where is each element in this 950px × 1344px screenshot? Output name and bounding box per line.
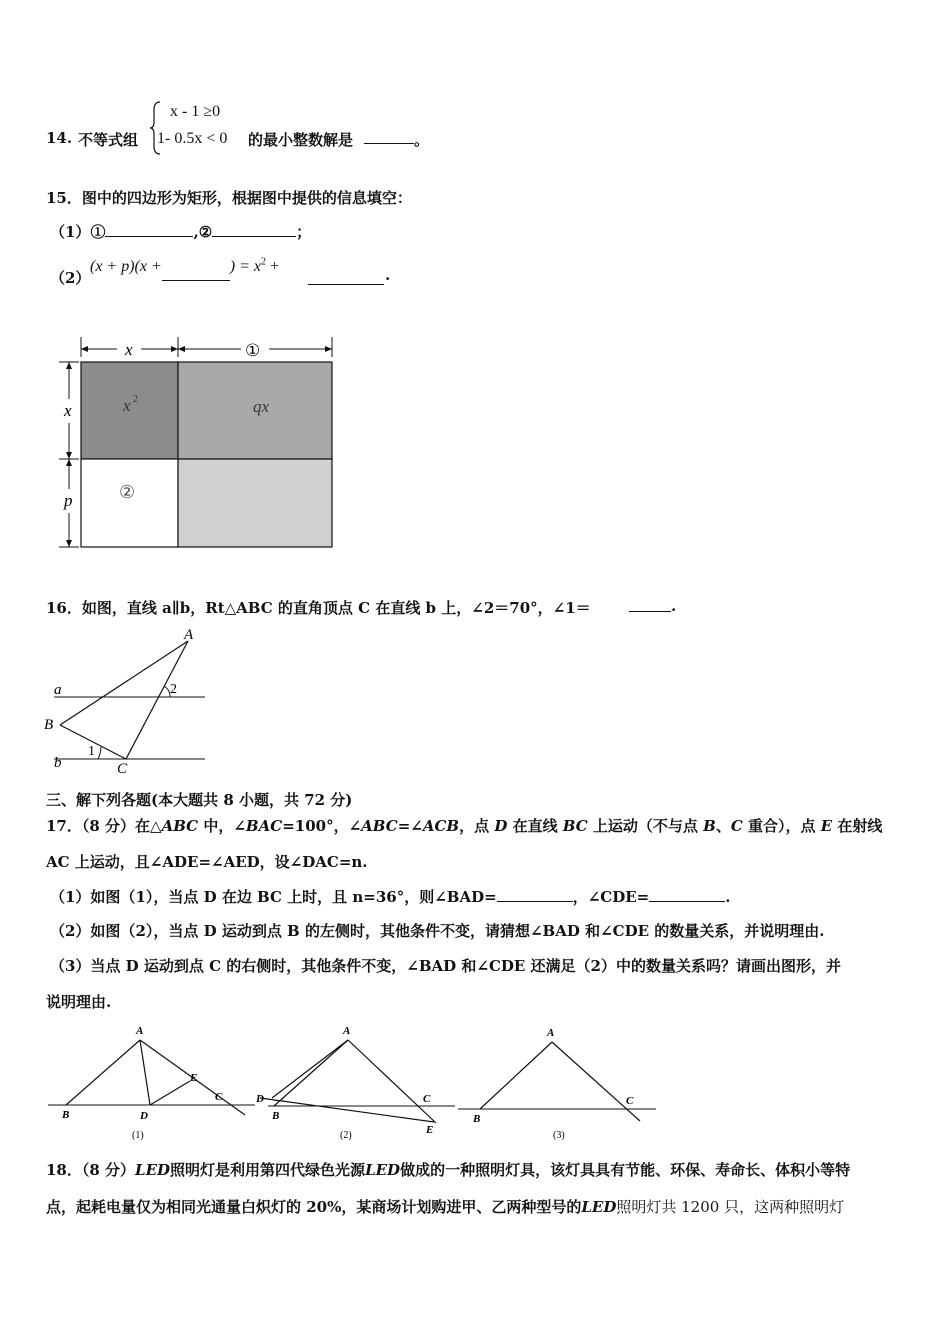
q17-p1b: ，∠CDE= xyxy=(572,888,650,906)
q17-l1f: ABC xyxy=(361,817,398,835)
fig17-1-D: D xyxy=(140,1110,148,1122)
fig15-top-circle1: ① xyxy=(245,341,261,360)
fig17-1-A: A xyxy=(136,1025,144,1037)
q18-line1 xyxy=(46,1159,850,1180)
q17-part3b: 说明理由. xyxy=(46,993,112,1011)
fig17-3-caption: (3) xyxy=(553,1130,565,1141)
section-3-heading: 三、解下列各题(本大题共 8 小题，共 72 分) xyxy=(46,791,353,809)
fig16-label-B: B xyxy=(44,717,54,733)
q15-blank-2 xyxy=(212,222,296,237)
q17-l1b: ABC xyxy=(161,817,199,835)
q18-l1d: LED xyxy=(365,1161,401,1179)
fig17-2-caption: (2) xyxy=(340,1130,352,1141)
fig17-2-D: D xyxy=(256,1093,264,1105)
fig16-label-2: 2 xyxy=(170,682,177,697)
q18-l2c: 照明灯共 1200 只，这两种照明灯 xyxy=(616,1198,845,1216)
q16-answer-blank xyxy=(629,597,671,612)
fig15-cell-bottom-right xyxy=(178,459,332,547)
q18-l2b: LED xyxy=(581,1198,617,1216)
q18-l1b: LED xyxy=(135,1161,171,1179)
q15-part2-mid: ) = x xyxy=(229,258,262,275)
q17-l1m: 上运动（不与点 xyxy=(587,817,704,835)
fig15-left-x: x xyxy=(64,401,72,420)
q14-end: 。 xyxy=(414,131,430,149)
fig17-2-A: A xyxy=(343,1025,351,1037)
q17-p1a: （1）如图（1），当点 D 在边 BC 上时，且 n=36°，则∠BAD= xyxy=(50,888,497,906)
q14-line2: 1- 0.5x < 0 xyxy=(157,130,228,147)
fig17-2-C: C xyxy=(423,1093,431,1105)
q15-part2-label: （2） xyxy=(50,269,91,287)
q15-part2-expr xyxy=(90,256,279,281)
q17-l1d: BAC xyxy=(245,817,283,835)
q16-end: . xyxy=(671,597,677,615)
fig15-label-x2: x xyxy=(123,396,131,415)
q17-l1a: 17．（8 分）在△ xyxy=(46,817,162,835)
q15-part2-left: (x + p)(x + xyxy=(90,258,162,275)
q16-figure xyxy=(40,625,210,775)
q14-line1: x - 1 ≥0 xyxy=(170,103,221,120)
q15-blank-4 xyxy=(308,270,384,285)
q17-l1c: 中，∠ xyxy=(198,817,246,835)
q18-l1e: 做成的一种照明灯具，该灯具具有节能、环保、寿命长、体积小等特 xyxy=(400,1161,851,1179)
q14-suffix: 的最小整数解是 xyxy=(248,131,354,149)
q17-p1c: . xyxy=(725,888,731,906)
q17-part2: （2）如图（2），当点 D 运动到点 B 的左侧时，其他条件不变，请猜想∠BAD 和∠CDE 的数量关系，并说明理由. xyxy=(50,922,825,940)
fig15-left-p: p xyxy=(64,491,73,510)
fig17-1-C: C xyxy=(215,1091,223,1103)
q15-part1-sep: , xyxy=(193,223,199,241)
q17-l1g: =∠ xyxy=(397,817,423,835)
q18-l1c: 照明灯是利用第四代绿色光源 xyxy=(170,1161,366,1179)
fig16-label-b: b xyxy=(54,755,62,771)
q18-l2a: 点，起耗电量仅为相同光通量白炽灯的 20%，某商场计划购进甲、乙两种型号的 xyxy=(46,1198,582,1216)
fig17-1-B: B xyxy=(62,1109,70,1121)
q15-part1 xyxy=(50,221,311,242)
q15-part2-end: . xyxy=(385,266,391,284)
q15-part1-label: （1） xyxy=(50,223,91,241)
q17-line1 xyxy=(46,815,882,836)
fig16-label-C: C xyxy=(117,761,128,775)
q16-text: 16．如图，直线 a∥b，Rt△ABC 的直角顶点 C 在直线 b 上，∠2＝70°，∠1＝ xyxy=(46,599,591,617)
fig15-cell-2 xyxy=(81,459,178,547)
q17-l1l: BC xyxy=(562,817,588,835)
fig17-3-A: A xyxy=(547,1027,555,1039)
q17-figures xyxy=(40,1020,670,1145)
q17-part3a: （3）当点 D 运动到点 C 的右侧时，其他条件不变，∠BAD 和∠CDE 还满足（2）中的数量关系吗？请画出图形，并 xyxy=(50,957,841,975)
q17-l1j: D xyxy=(494,817,508,835)
fig17-1-E: E xyxy=(190,1072,198,1084)
q17-l1h: ACB xyxy=(422,817,460,835)
q17-l1e: =100°，∠ xyxy=(282,817,362,835)
q17-l1q: 重合），点 xyxy=(742,817,821,835)
q15-part2-plus: + xyxy=(266,258,280,275)
q14-prefix: 不等式组 xyxy=(78,131,139,149)
q15-rectangle-figure xyxy=(55,335,345,555)
q14-number: 14. xyxy=(46,129,73,147)
fig17-2-B: B xyxy=(272,1110,280,1122)
fig17-3-B: B xyxy=(473,1113,481,1125)
q18-l1a: 18．（8 分） xyxy=(46,1161,136,1179)
q15-part2-sup: 2 xyxy=(261,256,267,268)
q15-part1-circle1: ① xyxy=(90,223,106,241)
fig16-label-a: a xyxy=(54,682,62,698)
fig16-label-A: A xyxy=(184,627,194,643)
fig17-1-caption: (1) xyxy=(132,1130,144,1141)
fig15-label-qx: qx xyxy=(253,397,270,416)
q17-l1k: 在直线 xyxy=(507,817,563,835)
q15-part1-end: ； xyxy=(296,223,312,241)
fig15-label-x2-sup: 2 xyxy=(133,394,138,405)
q14-answer-blank xyxy=(364,129,414,144)
fig17-2-E: E xyxy=(426,1124,434,1136)
q17-l1o: 、 xyxy=(715,817,731,835)
q17-l1n: B xyxy=(703,817,716,835)
q17-l1i: ，点 xyxy=(459,817,495,835)
fig16-label-1: 1 xyxy=(88,744,95,759)
q17-part1 xyxy=(50,886,730,907)
q15-title: 15．图中的四边形为矩形，根据图中提供的信息填空： xyxy=(46,189,412,207)
q15-blank-1 xyxy=(105,222,193,237)
fig15-top-x: x xyxy=(125,340,133,359)
q17-line2: AC 上运动，且∠ADE=∠AED，设∠DAC=n. xyxy=(46,853,368,871)
q17-l1p: C xyxy=(730,817,743,835)
q17-blank-bad xyxy=(497,887,573,902)
q17-l1s: 在射线 xyxy=(832,817,883,835)
q17-blank-cde xyxy=(649,887,725,902)
fig17-3-C: C xyxy=(626,1095,634,1107)
q17-l1r: E xyxy=(820,817,833,835)
fig15-label-circle2: ② xyxy=(119,482,136,502)
q18-line2 xyxy=(46,1196,844,1217)
q15-blank-3 xyxy=(162,256,230,281)
q15-part1-circle2: ② xyxy=(198,223,213,241)
